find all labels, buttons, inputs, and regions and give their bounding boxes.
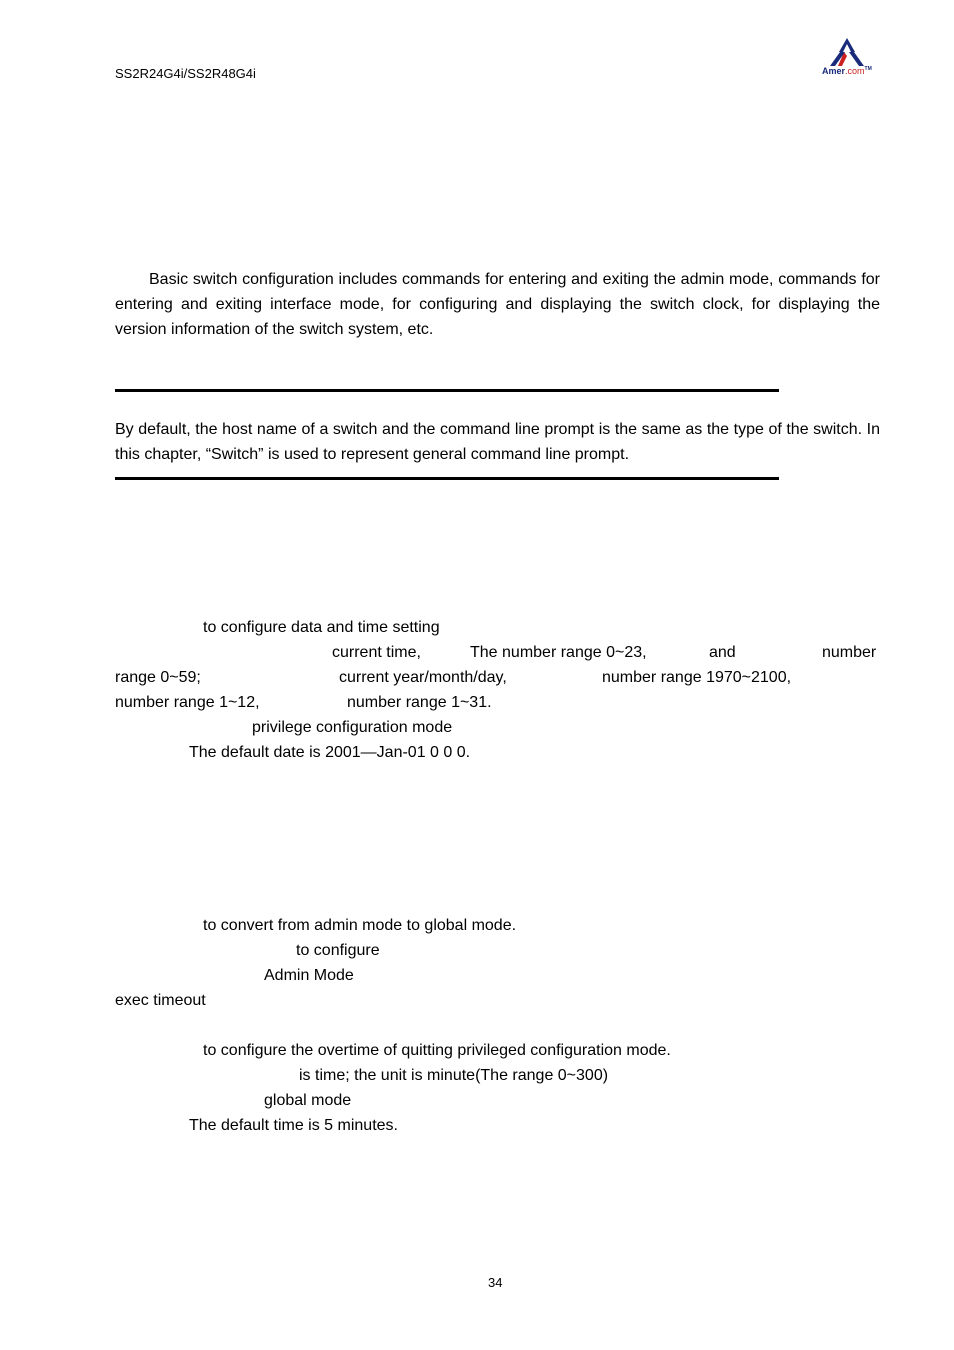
- config-function-text: to convert from admin mode to global mode.: [203, 917, 517, 934]
- clock-param-day-range: number range 1~31.: [347, 694, 492, 711]
- clock-mode-text: privilege configuration mode: [252, 719, 453, 736]
- config-usage-text: to configure: [296, 942, 380, 959]
- clock-param-hour-range: The number range 0~23,: [470, 644, 647, 661]
- clock-param-number: number: [822, 644, 877, 661]
- exec-timeout-title: exec timeout: [115, 992, 206, 1009]
- logo-tm: TM: [864, 66, 872, 72]
- logo-text-main: Amer: [822, 66, 846, 76]
- clock-param-year-range: number range 1970~2100,: [602, 669, 792, 686]
- exec-timeout-param: is time; the unit is minute(The range 0~300): [299, 1067, 609, 1084]
- clock-param-current-date: current year/month/day,: [339, 669, 507, 686]
- logo-text-domain: .com: [845, 66, 865, 76]
- clock-param-current-time: current time,: [332, 644, 421, 661]
- note-paragraph: By default, the host name of a switch and the command line prompt is the same as the type of the switch. In this chapter, “Switch” is used to represent general command line prompt.: [115, 421, 880, 463]
- clock-function-text: to configure data and time setting: [203, 619, 440, 636]
- exec-timeout-default: The default time is 5 minutes.: [189, 1117, 398, 1134]
- clock-param-min-range: range 0~59;: [115, 669, 201, 686]
- clock-default-text: The default date is 2001—Jan-01 0 0 0.: [189, 744, 471, 761]
- intro-paragraph: Basic switch configuration includes commands for entering and exiting the admin mode, commands for entering and exiting interface mode, for configuring and displaying the switch clock, for displaying the version information of the switch system, etc.: [115, 271, 880, 338]
- header-model: SS2R24G4i/SS2R48G4i: [115, 66, 256, 81]
- config-mode-text: Admin Mode: [264, 967, 354, 984]
- note-bottom-rule: [115, 477, 779, 480]
- note-top-rule: [115, 389, 779, 392]
- exec-timeout-mode: global mode: [264, 1092, 352, 1109]
- page-number: 34: [488, 1275, 503, 1290]
- company-logo: [818, 36, 878, 82]
- clock-param-and: and: [709, 644, 736, 661]
- clock-param-month-range: number range 1~12,: [115, 694, 260, 711]
- exec-timeout-function: to configure the overtime of quitting privileged configuration mode.: [203, 1042, 671, 1059]
